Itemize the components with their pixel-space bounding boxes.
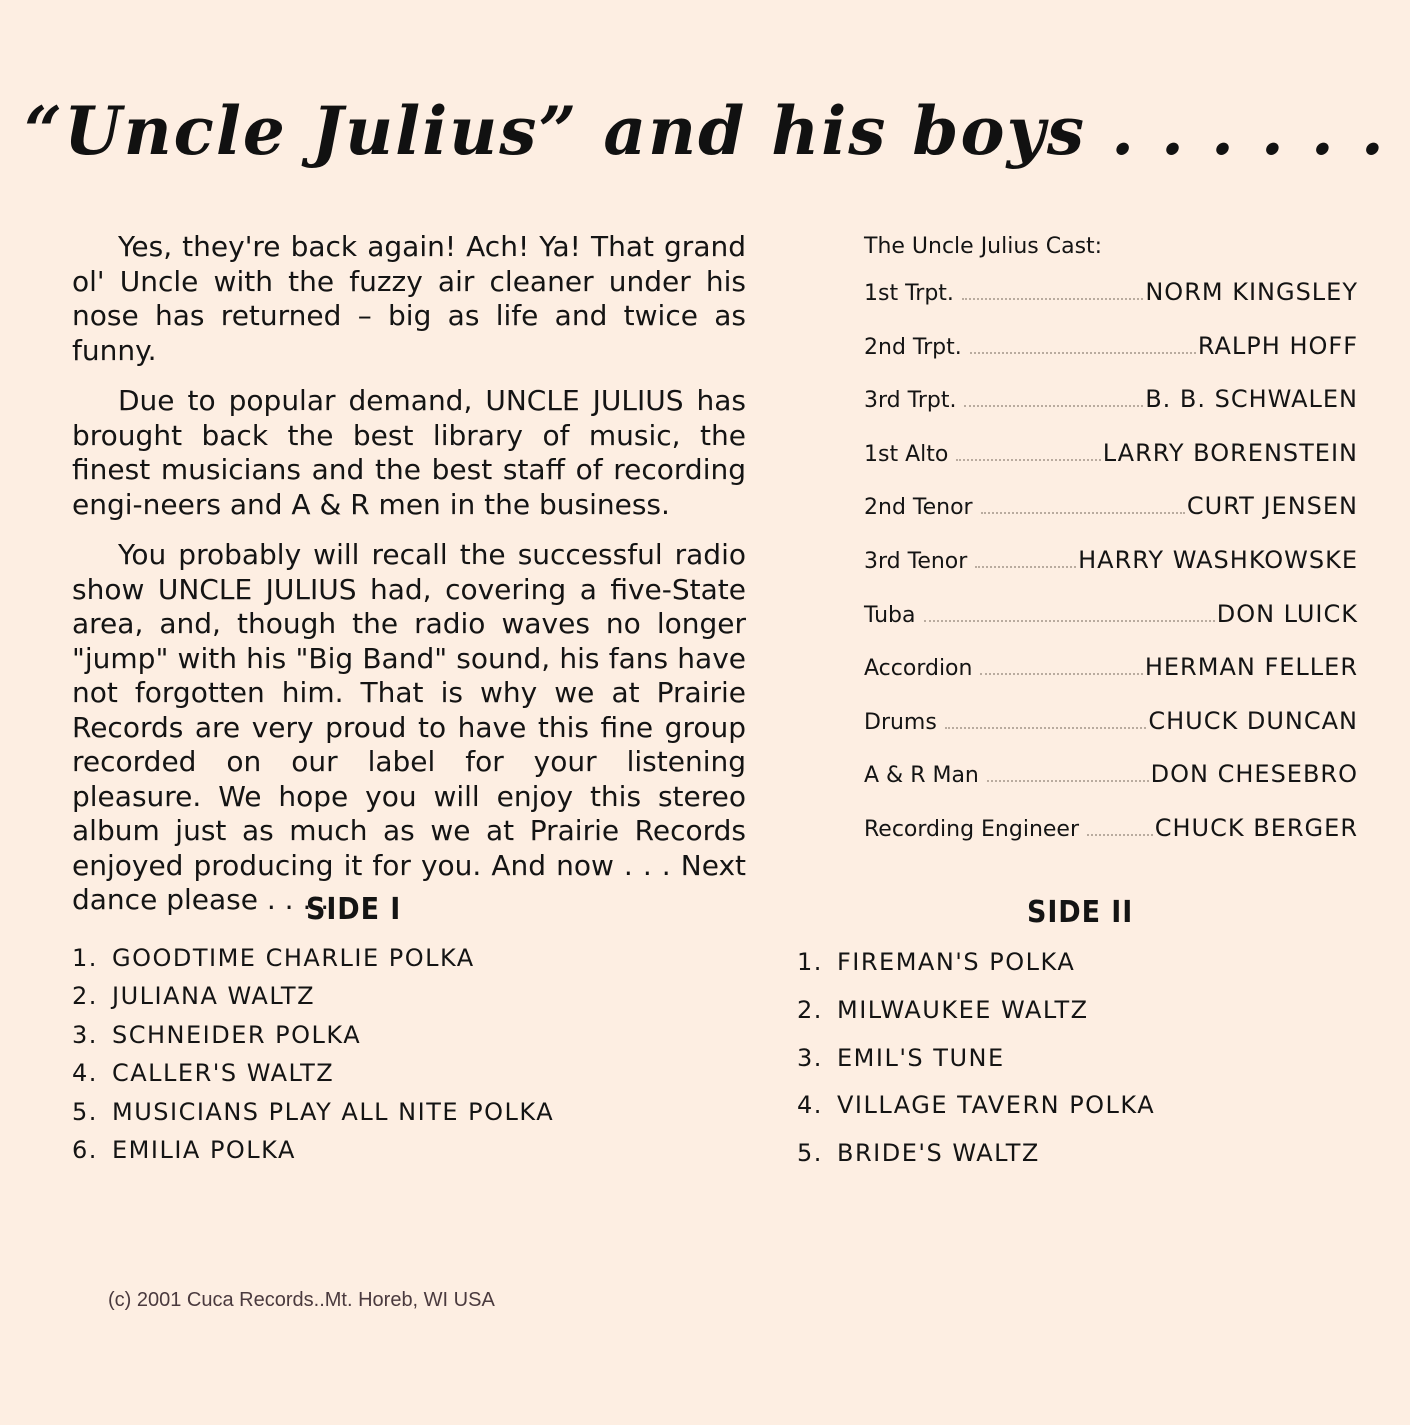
cast-name: DON CHESEBRO bbox=[1150, 760, 1358, 789]
dot-leader bbox=[962, 298, 1143, 300]
cast-row bbox=[864, 332, 1358, 386]
cast-name: CHUCK BERGER bbox=[1154, 813, 1358, 842]
cast-name: CHUCK DUNCAN bbox=[1148, 706, 1358, 735]
cast-name: LARRY BORENSTEIN bbox=[1102, 438, 1358, 467]
cast-row bbox=[864, 278, 1358, 332]
track-number: 4. bbox=[797, 1091, 823, 1120]
track-title: JULIANA WALTZ bbox=[112, 982, 316, 1011]
cast-name: NORM KINGSLEY bbox=[1145, 278, 1358, 306]
cast-row bbox=[864, 760, 1358, 814]
cast-name: HERMAN FELLER bbox=[1144, 653, 1358, 682]
track-item bbox=[797, 1044, 1155, 1092]
cast-row bbox=[864, 385, 1358, 439]
track-number: 1. bbox=[72, 944, 98, 972]
cast-role: 3rd Trpt. bbox=[864, 388, 957, 414]
cast-row bbox=[864, 546, 1358, 600]
liner-paragraph: You probably will recall the successful radio show UNCLE JULIUS had, covering a five-State area, and, though the radio waves no longer "jump" with his "Big Band" sound, his fans have not forgotten him. That is why we at Prairie Records are very proud to have this fine group recorded on our label for your listening pleasure. We hope you will enjoy this stereo album just as much as we at Prairie Records enjoyed producing it for you. And now . . . Next dance please . . . . bbox=[72, 538, 746, 916]
track-item bbox=[797, 996, 1155, 1044]
cast-heading: The Uncle Julius Cast: bbox=[864, 234, 1103, 259]
track-number: 2. bbox=[72, 982, 98, 1011]
track-title: EMIL'S TUNE bbox=[837, 1043, 1005, 1072]
dot-leader bbox=[924, 620, 1215, 622]
track-item bbox=[72, 1136, 554, 1174]
copyright-notice: (c) 2001 Cuca Records..Mt. Horeb, WI USA bbox=[108, 1289, 495, 1311]
cast-role: 1st Trpt. bbox=[864, 281, 954, 306]
track-number: 5. bbox=[72, 1097, 98, 1126]
track-title: VILLAGE TAVERN POLKA bbox=[837, 1091, 1156, 1120]
cast-name: B. B. SCHWALEN bbox=[1145, 385, 1358, 414]
cast-role: 2nd Trpt. bbox=[864, 334, 962, 360]
dot-leader bbox=[970, 352, 1196, 354]
cast-row bbox=[864, 439, 1358, 493]
dot-leader bbox=[987, 780, 1149, 782]
cast-name: DON LUICK bbox=[1216, 599, 1358, 628]
track-item bbox=[72, 1059, 554, 1097]
side-1-heading: SIDE I bbox=[306, 892, 402, 927]
track-title: FIREMAN'S POLKA bbox=[837, 948, 1076, 976]
track-title: EMILIA POLKA bbox=[112, 1135, 296, 1164]
track-title: CALLER'S WALTZ bbox=[112, 1059, 335, 1088]
track-item bbox=[797, 948, 1155, 996]
dot-leader bbox=[981, 512, 1185, 514]
cast-row bbox=[864, 814, 1358, 868]
track-item bbox=[72, 1021, 554, 1059]
dot-leader bbox=[964, 405, 1143, 407]
track-number: 6. bbox=[72, 1135, 98, 1164]
cast-list bbox=[864, 278, 1358, 868]
liner-paragraph: Due to popular demand, UNCLE JULIUS has brought back the best library of music, the finest musicians and the best staff of recording engi-neers and A & R men in the business. bbox=[72, 384, 746, 521]
track-number: 3. bbox=[797, 1043, 823, 1072]
cast-role: A & R Man bbox=[864, 763, 979, 789]
cast-row bbox=[864, 492, 1358, 546]
track-item bbox=[72, 944, 554, 982]
cast-row bbox=[864, 600, 1358, 654]
side-2-track-list bbox=[797, 948, 1155, 1187]
album-title: “Uncle Julius” and his boys . . . . . . bbox=[24, 92, 1386, 170]
track-number: 4. bbox=[72, 1059, 98, 1088]
track-title: SCHNEIDER POLKA bbox=[112, 1020, 362, 1049]
cast-name: HARRY WASHKOWSKE bbox=[1078, 545, 1358, 574]
track-title: GOODTIME CHARLIE POLKA bbox=[112, 944, 475, 972]
cast-role: Accordion bbox=[864, 656, 973, 682]
track-title: BRIDE'S WALTZ bbox=[837, 1139, 1040, 1168]
dot-leader bbox=[956, 459, 1100, 461]
side-1-track-list bbox=[72, 944, 554, 1174]
cast-role: Drums bbox=[864, 709, 937, 735]
cast-row bbox=[864, 707, 1358, 761]
dot-leader bbox=[980, 673, 1142, 675]
dot-leader bbox=[1087, 834, 1153, 836]
cast-name: RALPH HOFF bbox=[1197, 331, 1358, 360]
track-number: 5. bbox=[797, 1139, 823, 1168]
track-item bbox=[72, 982, 554, 1020]
liner-paragraph: Yes, they're back again! Ach! Ya! That grand ol' Uncle with the fuzzy air cleaner under his nose has returned – big as life and twice as funny. bbox=[72, 230, 746, 367]
dot-leader bbox=[945, 727, 1147, 729]
track-number: 3. bbox=[72, 1020, 98, 1049]
cast-row bbox=[864, 653, 1358, 707]
track-item bbox=[797, 1139, 1155, 1187]
side-2-heading: SIDE II bbox=[1027, 895, 1134, 930]
track-title: MILWAUKEE WALTZ bbox=[837, 995, 1089, 1024]
track-item bbox=[72, 1098, 554, 1136]
cast-role: 1st Alto bbox=[864, 441, 949, 467]
track-number: 2. bbox=[797, 995, 823, 1024]
cast-role: 3rd Tenor bbox=[864, 548, 968, 574]
cast-role: Tuba bbox=[864, 602, 916, 628]
track-item bbox=[797, 1091, 1155, 1139]
dot-leader bbox=[975, 566, 1076, 568]
cast-role: 2nd Tenor bbox=[864, 495, 973, 521]
track-title: MUSICIANS PLAY ALL NITE POLKA bbox=[112, 1097, 555, 1126]
track-number: 1. bbox=[797, 948, 823, 976]
cast-name: CURT JENSEN bbox=[1186, 492, 1358, 521]
cast-role: Recording Engineer bbox=[864, 816, 1080, 842]
liner-notes bbox=[72, 230, 746, 934]
